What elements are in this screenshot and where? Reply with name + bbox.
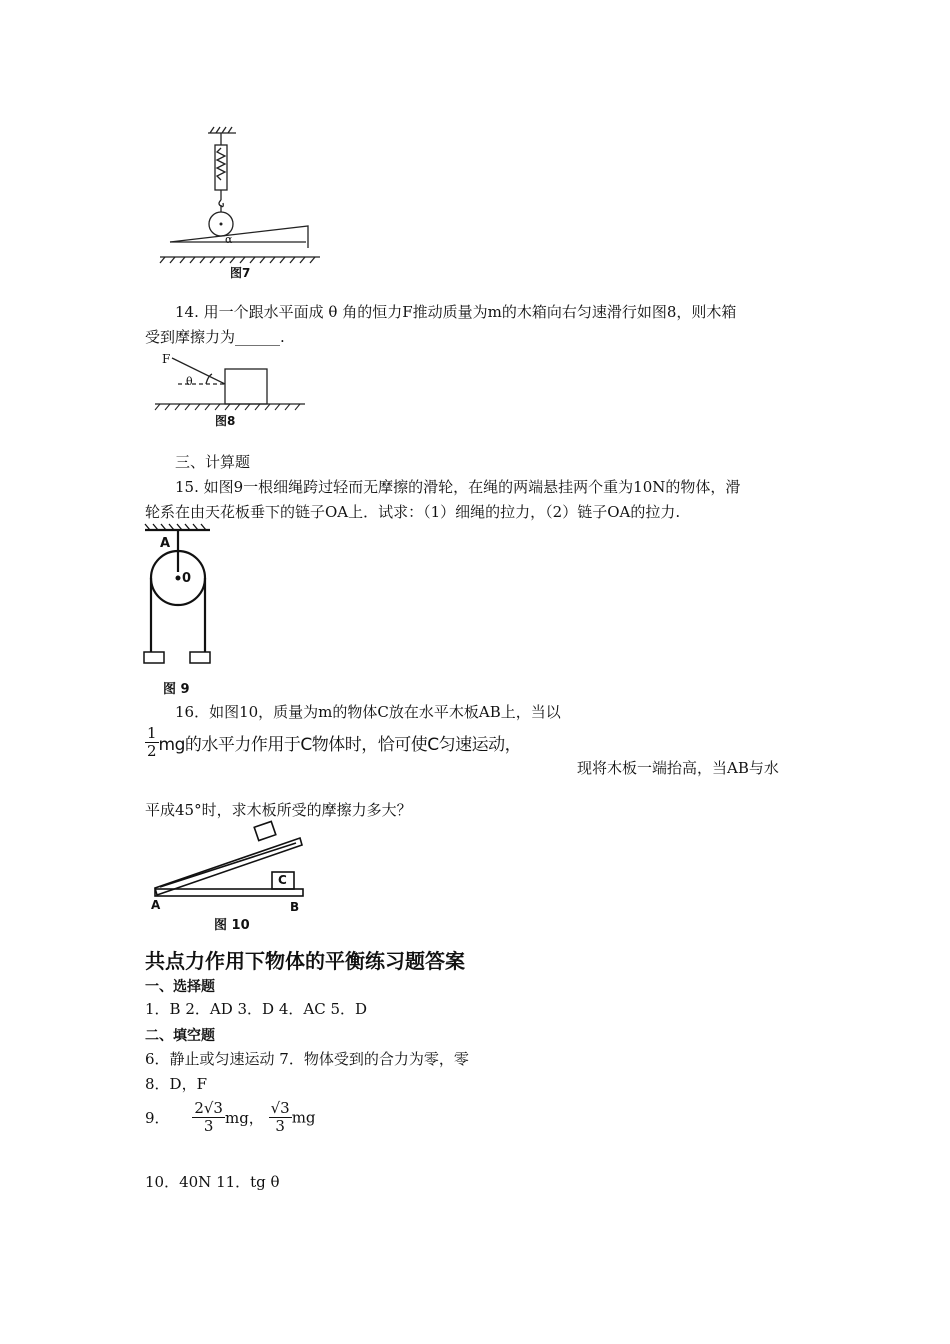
q16-frac-num: 1	[147, 724, 157, 742]
answers-q9	[145, 1100, 316, 1135]
fig8-angle-label: θ	[186, 375, 193, 388]
fig10-label-b: B	[290, 900, 300, 914]
q15-line2: 轮系在由天花板垂下的链子OA上．试求：（1）细绳的拉力，（2）链子OA的拉力.	[145, 503, 681, 521]
q9-label: 9．	[145, 1109, 170, 1127]
fig10-caption: 图 10	[214, 918, 250, 933]
q9-fraction-2	[269, 1100, 292, 1135]
fig7-angle-label: α	[225, 233, 233, 246]
answers-sec2: 二、填空题	[145, 1028, 215, 1044]
q9-num1: 2√3	[194, 1099, 223, 1117]
section3-heading: 三、计算题	[175, 453, 251, 471]
q14-line2: 受到摩擦力为______.	[145, 328, 285, 346]
answers-sec1-line: 1．B 2．AD 3．D 4．AC 5．D	[145, 1000, 368, 1018]
q16-line1: 16．如图10，质量为m的物体C放在水平木板AB上，当以	[175, 703, 561, 721]
answers-line6: 6．静止或匀速运动 7．物体受到的合力为零，零	[145, 1050, 469, 1068]
q9-unit2: mg	[291, 1108, 316, 1127]
q9-den1: 3	[203, 1117, 214, 1135]
q16-line3: 平成45°时，求木板所受的摩擦力多大？	[145, 801, 412, 819]
q15-line1: 15. 如图9一根细绳跨过轻而无摩擦的滑轮，在绳的两端悬挂两个重为10N的物体，滑	[175, 478, 741, 496]
fig10-label-a: A	[151, 898, 161, 912]
fig9-label-o: 0	[182, 571, 192, 586]
answers-title: 共点力作用下物体的平衡练习题答案	[145, 949, 465, 973]
fig9-caption: 图 9	[163, 682, 190, 697]
q16-frac-den: 2	[147, 742, 157, 760]
fig9-label-a: A	[160, 536, 171, 551]
q9-num2: √3	[270, 1099, 290, 1117]
fig8-force-label: F	[162, 352, 171, 366]
q9-unit1: mg，	[224, 1109, 264, 1127]
answers-line10: 10．40N 11．tg θ	[145, 1173, 280, 1191]
q14-line1: 14. 用一个跟水平面成 θ 角的恒力F推动质量为m的木箱向右匀速滑行如图8，则木箱	[175, 303, 737, 321]
fig7-caption: 图7	[230, 266, 251, 280]
answers-sec1: 一、选择题	[145, 979, 215, 995]
q16-handwritten: mg的水平力作用于C物体时，恰可使C匀速运动，	[158, 735, 522, 755]
q9-den2: 3	[275, 1117, 285, 1135]
fig8-caption: 图8	[215, 414, 236, 428]
q16-line2-right: 现将木板一端抬高，当AB与水	[577, 759, 779, 777]
fig10-label-c: C	[278, 873, 287, 887]
q9-fraction-1	[192, 1100, 225, 1135]
answers-line8: 8．D，F	[145, 1075, 207, 1093]
